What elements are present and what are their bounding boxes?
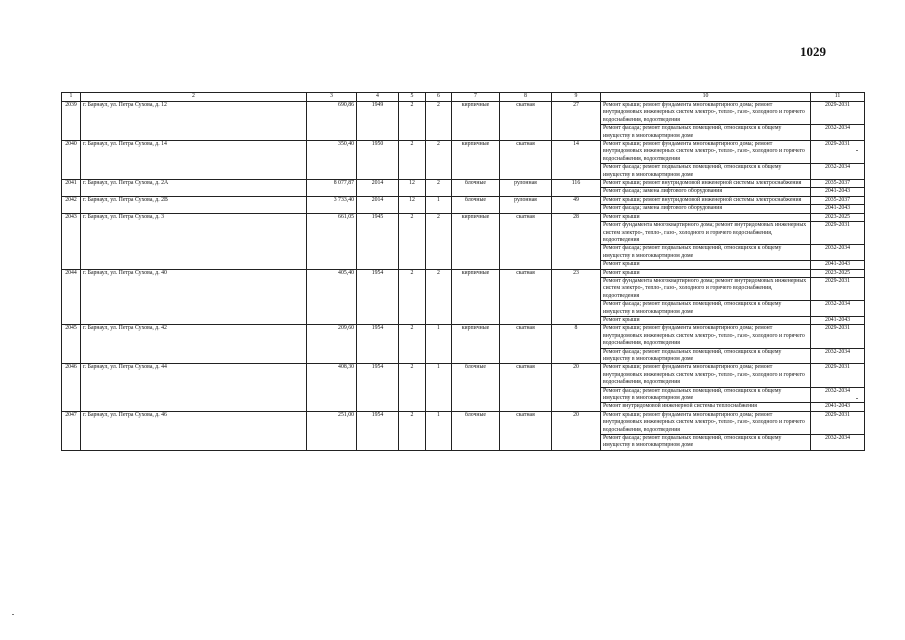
work-period: 2032-2034 [811,245,865,261]
wall-material: кирпичные [452,102,500,141]
work-description: Ремонт крыши; ремонт фундамента многоквартирного дома; ремонт внутридомовых инженерных систем электро-, тепло-, газо-, холодного и горячего водоснабжения, водоотведения [601,141,811,164]
work-period: 2029-2031 [811,141,865,164]
work-period: 2029-2031 [811,222,865,245]
register-table [61,92,865,451]
building-address: г. Барнаул, ул. Петра Сухова, д. 46 [81,411,307,450]
building-entrances: 1 [426,411,452,450]
apartment-count: 20 [552,411,601,450]
building-address: г. Барнаул, ул. Петра Сухова, д. 2А [81,180,307,197]
work-description: Ремонт крыши [601,269,811,277]
work-period: 2029-2031 [811,277,865,300]
column-header: 6 [426,93,452,102]
apartment-count: 20 [552,364,601,411]
wall-material: блочные [452,364,500,411]
table-row [62,213,865,221]
work-description: Ремонт фасада; замена лифтового оборудования [601,205,811,213]
work-description: Ремонт крыши; ремонт фундамента многоквартирного дома; ремонт внутридомовых инженерных систем электро-, тепло-, газо-, холодного и горячего водоснабжения, водоотведения [601,102,811,125]
work-period: 2023-2025 [811,213,865,221]
column-header: 1 [62,93,81,102]
apartment-count: 8 [552,325,601,364]
building-entrances: 1 [426,364,452,411]
building-number: 2047 [62,411,81,450]
work-period: 2032-2034 [811,348,865,364]
work-period: 2029-2031 [811,325,865,348]
work-description: Ремонт крыши [601,213,811,221]
work-description: Ремонт крыши; ремонт внутридомовой инженерной системы электроснабжения [601,196,811,204]
building-floors: 2 [399,269,426,325]
column-header: 3 [307,93,357,102]
building-number: 2041 [62,180,81,197]
building-address: г. Барнаул, ул. Петра Сухова, д. 40 [81,269,307,325]
apartment-count: 14 [552,141,601,180]
building-number: 2043 [62,213,81,269]
work-period: 2032-2034 [811,125,865,141]
building-area: 690,86 [307,102,357,141]
building-entrances: 2 [426,141,452,180]
building-entrances: 1 [426,325,452,364]
work-description: Ремонт крыши; ремонт фундамента многоквартирного дома; ремонт внутридомовых инженерных систем электро-, тепло-, газо-, холодного и горячего водоснабжения, водоотведения [601,325,811,348]
roof-type: рулонная [500,180,552,197]
column-number-row [62,93,865,102]
work-description: Ремонт фасада; ремонт подвальных помещений, относящихся к общему имуществу в многоквартирном доме [601,348,811,364]
work-period: 2032-2034 [811,301,865,317]
building-entrances: 2 [426,213,452,269]
work-description: Ремонт крыши [601,316,811,324]
building-address: г. Барнаул, ул. Петра Сухова, д. 3 [81,213,307,269]
work-description: Ремонт фасада; ремонт подвальных помещений, относящихся к общему имуществу в многоквартирном доме [601,387,811,403]
wall-material: кирпичные [452,141,500,180]
roof-type: скатная [500,213,552,269]
work-description: Ремонт фасада; ремонт подвальных помещений, относящихся к общему имуществу в многоквартирном доме [601,245,811,261]
table-row [62,141,865,164]
building-year: 2014 [357,196,399,213]
work-period: 2041-2043 [811,403,865,411]
work-period: 2041-2043 [811,205,865,213]
work-description: Ремонт крыши; ремонт внутридомовой инженерной системы электроснабжения [601,180,811,188]
table-row [62,180,865,188]
table-row [62,196,865,204]
work-period: 2032-2034 [811,387,865,403]
wall-material: кирпичные [452,325,500,364]
work-description: Ремонт фасада; ремонт подвальных помещений, относящихся к общему имуществу в многоквартирном доме [601,435,811,451]
work-period: 2029-2031 [811,411,865,434]
building-floors: 2 [399,325,426,364]
work-period: 2035-2037 [811,180,865,188]
building-area: 209,60 [307,325,357,364]
building-floors: 2 [399,102,426,141]
scan-mark [856,398,858,399]
work-period: 2041-2043 [811,316,865,324]
apartment-count: 27 [552,102,601,141]
column-header: 4 [357,93,399,102]
table-row [62,102,865,125]
building-number: 2039 [62,102,81,141]
column-header: 7 [452,93,500,102]
column-header: 9 [552,93,601,102]
building-year: 1950 [357,141,399,180]
wall-material: блочные [452,196,500,213]
building-area: 3 733,40 [307,196,357,213]
register-body [62,93,865,451]
work-period: 2032-2034 [811,435,865,451]
work-period: 2023-2025 [811,269,865,277]
building-address: г. Барнаул, ул. Петра Сухова, д. 14 [81,141,307,180]
scan-mark [856,150,858,151]
work-description: Ремонт крыши [601,261,811,269]
scan-mark [12,614,14,615]
column-header: 2 [81,93,307,102]
table-row [62,269,865,277]
work-description: Ремонт фасада; ремонт подвальных помещений, относящихся к общему имуществу в многоквартирном доме [601,164,811,180]
building-year: 1954 [357,411,399,450]
roof-type: скатная [500,364,552,411]
building-floors: 12 [399,196,426,213]
roof-type: скатная [500,141,552,180]
work-period: 2032-2034 [811,164,865,180]
apartment-count: 49 [552,196,601,213]
work-period: 2041-2043 [811,261,865,269]
wall-material: блочные [452,180,500,197]
building-address: г. Барнаул, ул. Петра Сухова, д. 2В [81,196,307,213]
building-year: 1945 [357,213,399,269]
wall-material: кирпичные [452,213,500,269]
building-address: г. Барнаул, ул. Петра Сухова, д. 44 [81,364,307,411]
work-description: Ремонт фасада; ремонт подвальных помещений, относящихся к общему имуществу в многоквартирном доме [601,301,811,317]
page-number: 1029 [800,44,826,59]
building-area: 251,00 [307,411,357,450]
roof-type: рулонная [500,196,552,213]
column-header: 10 [601,93,811,102]
building-entrances: 2 [426,269,452,325]
building-area: 350,40 [307,141,357,180]
wall-material: блочные [452,411,500,450]
building-number: 2045 [62,325,81,364]
building-number: 2042 [62,196,81,213]
building-area: 661,05 [307,213,357,269]
building-year: 2014 [357,180,399,197]
building-number: 2046 [62,364,81,411]
column-header: 8 [500,93,552,102]
wall-material: кирпичные [452,269,500,325]
apartment-count: 116 [552,180,601,197]
work-period: 2041-2043 [811,188,865,196]
building-year: 1954 [357,364,399,411]
building-floors: 2 [399,141,426,180]
work-description: Ремонт крыши; ремонт фундамента многоквартирного дома; ремонт внутридомовых инженерных систем электро-, тепло-, газо-, холодного и горячего водоснабжения, водоотведения [601,364,811,387]
roof-type: скатная [500,411,552,450]
building-year: 1954 [357,325,399,364]
column-header: 11 [811,93,865,102]
building-number: 2044 [62,269,81,325]
apartment-count: 23 [552,269,601,325]
work-period: 2029-2031 [811,102,865,125]
roof-type: скатная [500,269,552,325]
table-row [62,325,865,348]
building-floors: 2 [399,213,426,269]
building-entrances: 1 [426,196,452,213]
work-period: 2035-2037 [811,196,865,204]
building-floors: 12 [399,180,426,197]
work-period: 2029-2031 [811,364,865,387]
work-description: Ремонт фасада; замена лифтового оборудования [601,188,811,196]
apartment-count: 28 [552,213,601,269]
building-area: 408,30 [307,364,357,411]
building-address: г. Барнаул, ул. Петра Сухова, д. 42 [81,325,307,364]
building-area: 8 077,87 [307,180,357,197]
work-description: Ремонт крыши; ремонт фундамента многоквартирного дома; ремонт внутридомовых инженерных систем электро-, тепло-, газо-, холодного и горячего водоснабжения, водоотведения [601,411,811,434]
roof-type: скатная [500,325,552,364]
building-floors: 2 [399,364,426,411]
column-header: 5 [399,93,426,102]
building-address: г. Барнаул, ул. Петра Сухова, д. 12 [81,102,307,141]
work-description: Ремонт фасада; ремонт подвальных помещений, относящихся к общему имуществу в многоквартирном доме [601,125,811,141]
table-row [62,364,865,387]
roof-type: скатная [500,102,552,141]
work-description: Ремонт фундамента многоквартирного дома; ремонт внутридомовых инженерных систем электро-, тепло-, газо-, холодного и горячего водоснабжения, водоотведения [601,277,811,300]
building-entrances: 2 [426,180,452,197]
table-row [62,411,865,434]
work-description: Ремонт фундамента многоквартирного дома; ремонт внутридомовых инженерных систем электро-, тепло-, газо-, холодного и горячего водоснабжения, водоотведения [601,222,811,245]
building-floors: 2 [399,411,426,450]
building-area: 405,40 [307,269,357,325]
building-year: 1949 [357,102,399,141]
work-description: Ремонт внутридомовой инженерной системы теплоснабжения [601,403,811,411]
building-year: 1954 [357,269,399,325]
building-entrances: 2 [426,102,452,141]
building-number: 2040 [62,141,81,180]
